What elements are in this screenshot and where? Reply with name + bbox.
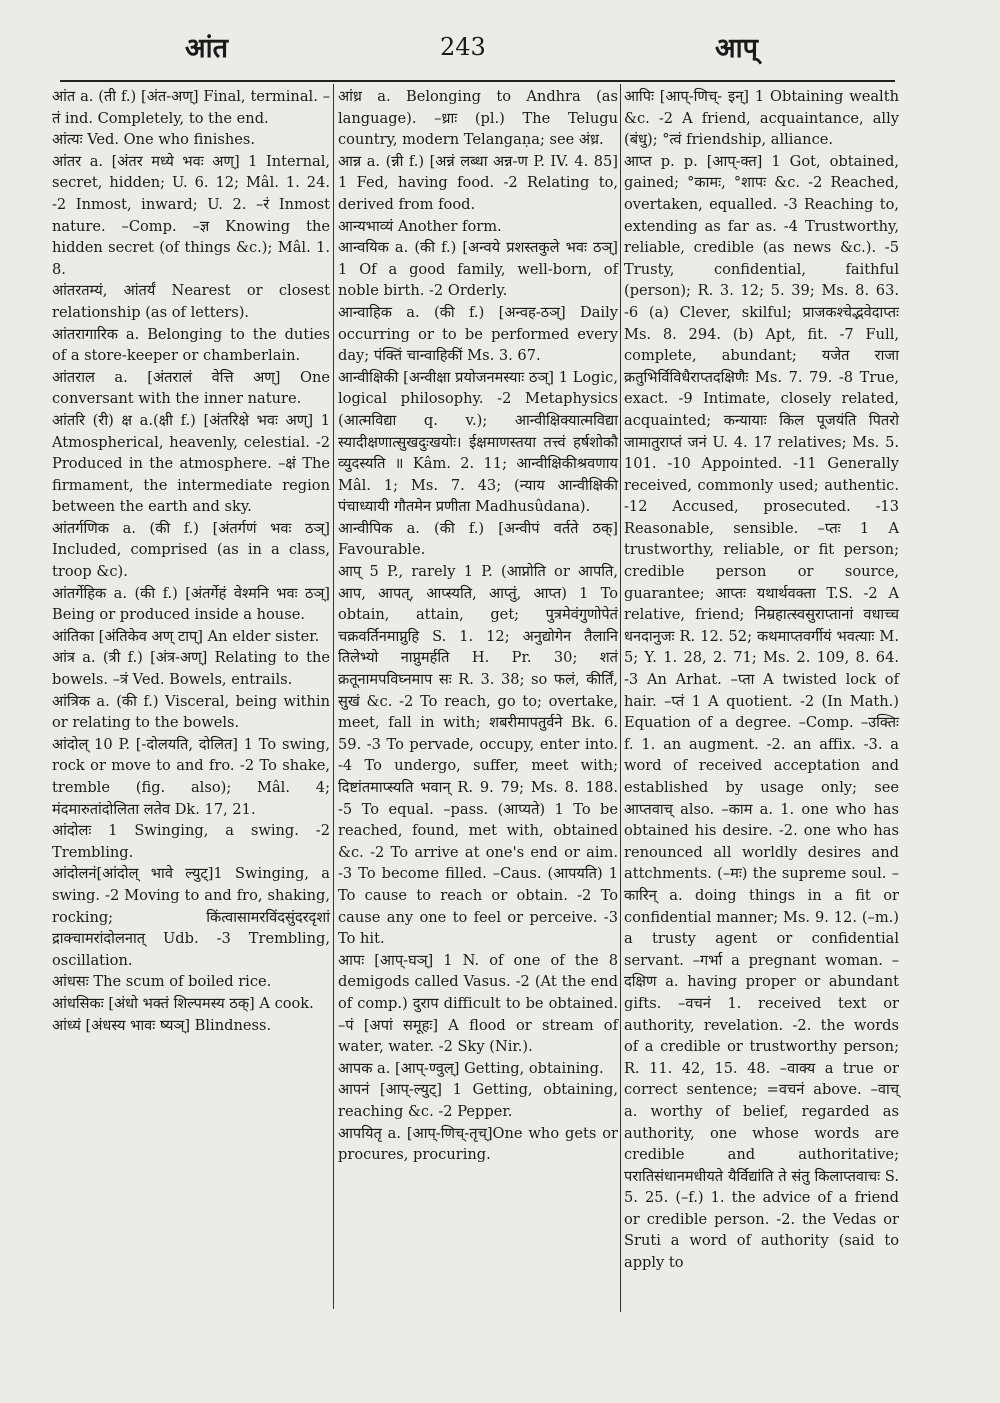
dictionary-entry: आंदोलः 1 Swinging, a swing. -2 Trembling. (52, 822, 330, 861)
dictionary-entry: आंध्र a. Belonging to Andhra (as language). –ध्राः (pl.) The Telugu country, modern Telangaṇa; see अंध्र. (338, 88, 618, 149)
dictionary-entry: आंधसिकः [अंधो भक्तं शिल्पमस्य ठक्] A cook. (52, 994, 314, 1012)
dictionary-entry: आंतिका [अंतिकेव अण् टाप्] An elder sister. (52, 627, 320, 645)
dictionary-entry: आंतरागारिक a. Belonging to the duties of a store-keeper or chamberlain. (52, 325, 330, 365)
column-1 (52, 86, 330, 1036)
dictionary-entry: आप्त p. p. [आप्-क्त] 1 Got, obtained, gained; °कामः, °शापः &c. -2 Reached, overtaken, equalled. -3 Reaching to, extending as far as. -4 Trustworthy, reliable, credible (as news &c.). -5 Trusty, confidential, faithful (person); R. 3. 12; 5. 39; Ms. 8. 63. -6 (a) Clever, skilful; प्राजकश्चेद्भवेदाप्तः Ms. 8. 294. (b) Apt, fit. -7 Full, complete, abundant; यजेत राजा क्रतुभिर्विविधैराप्तदक्षिणैः Ms. 7. 79. -8 True, exact. -9 Intimate, closely related, acquainted; कन्यायाः किल पूजयंति पितरो जामातुराप्तं जनं U. 4. 17 relatives; Ms. 5. 101. -10 Appointed. -11 Generally received, commonly used; authentic. -12 Accused, prosecuted. -13 Reasonable, sensible. –प्तः 1 A trustworthy, reliable, or fit person; credible person or source, guarantee; आप्तः यथार्थवक्ता T.S. -2 A relative, friend; निम्रहात्स्वसुराप्तानां वधाच्च धनदानुजः R. 12. 52; कथमाप्तवर्गीयं भवत्याः M. 5; Y. 1. 28, 2. 71; Ms. 2. 109, 8. 64. -3 An Arhat. –प्ता A twisted lock of hair. –प्तं 1 A quotient. -2 (In Math.) Equation of a degree. –Comp. –उक्तिः f. 1. an augment. -2. an affix. -3. a word of received acceptation and established by usage only; see आप्तवाच् also. –काम a. 1. one who has obtained his desire. -2. one who has renounced all worldly desires and attchments. (–मः) the supreme soul. –कारिन् a. doing things in a fit or confidential manner; Ms. 9. 12. (–m.) a trusty agent or confidential servant. –गर्भा a pregnant woman. –दक्षिण a. having proper or abundant gifts. –वचनं 1. received text or authority, revelation. -2. the words of a credible or trustworthy person; R. 11. 42, 15. 48. –वाक्य a true or correct sentence; =वचनं above. –वाच् a. worthy of belief, regarded as authority, one whose words are credible and authoritative; परातिसंधानमधीयते यैर्विद्यांति ते संतु किलाप्तवाचः S. 5. 25. (–f.) 1. the advice of a friend or credible person. -2. the Vedas or Sruti a word of authority (said to apply to (624, 152, 899, 1272)
column-divider-2 (620, 84, 621, 1312)
dictionary-entry: आन्वीक्षिकी [अन्वीक्षा प्रयोजनमस्याः ठञ्] 1 Logic, logical philosophy. -2 Metaphysics (आत्मविद्या q. v.); आन्वीक्षिक्यात्मविद्या स्यादीक्षणात्सुखदुःखयोः। ईक्षमाणस्तया तत्त्वं हर्षशोकौ व्युदस्यति ॥ Kâm. 2. 11; आन्वीक्षिकीश्रवणाय Mâl. 1; Ms. 7. 43; (न्याय आन्वीक्षिकी पंचाध्यायी गौतमेन प्रणीता Madhusûdana). (338, 368, 618, 516)
dictionary-entry: आंतर्गेहिक a. (की f.) [अंतर्गेहं वेश्मनि भवः ठञ्] Being or produced inside a house. (52, 584, 330, 624)
dictionary-entry: आंत्रिक a. (की f.) Visceral, being within or relating to the bowels. (52, 692, 330, 732)
dictionary-entry: आंधसः The scum of boiled rice. (52, 973, 272, 991)
dictionary-entry: आंदोल् 10 P. [-दोलयति, दोलित] 1 To swing, rock or move to and fro. -2 To shake, tremble (fig. also); Mâl. 4; मंदमारुतांदोलिता लतेव Dk. 17, 21. (52, 735, 330, 818)
dictionary-entry: आन्यभाव्यं Another form. (338, 217, 502, 235)
dictionary-entry: आंत a. (ती f.) [अंत-अण्] Final, terminal. –तं ind. Completely, to the end. (52, 88, 330, 127)
dictionary-entry: आंतराल a. [अंतरालं वेत्ति अण्] One conversant with the inner nature. (52, 368, 330, 408)
column-2 (338, 86, 618, 1166)
page-header (0, 28, 1000, 78)
dictionary-entry: आंतर a. [अंतर मध्ये भवः अण्] 1 Internal, secret, hidden; U. 6. 12; Mâl. 1. 24. -2 Inmost, inward; U. 2. –रं Inmost nature. –Comp. –ज्ञ Knowing the hidden secret (of things &c.); Mâl. 1. 8. (52, 152, 330, 278)
dictionary-entry: आन्न a. (न्नी f.) [अन्नं लब्धा अन्न-ण P. IV. 4. 85] 1 Fed, having food. -2 Relating to, derived from food. (338, 152, 618, 213)
dictionary-entry: आन्वीपिक a. (की f.) [अन्वीपं वर्तते ठक्] Favourable. (338, 519, 618, 559)
dictionary-entry: आपयितृ a. [आप्-णिच्-तृच्]One who gets or procures, procuring. (338, 1124, 618, 1164)
dictionary-entry: आपनं [आप्-ल्युट्] 1 Getting, obtaining, reaching &c. -2 Pepper. (338, 1081, 618, 1120)
dictionary-entry: आंदोलनं[आंदोल् भावे ल्युट्]1 Swinging, a swing. -2 Moving to and fro, shaking, rocking; किंत्वासामरविंदसुंदरदृशां द्राक्चामरांदोलनात् Udb. -3 Trembling, oscillation. (52, 865, 330, 969)
page-number: 243 (440, 33, 486, 61)
dictionary-entry: आपः [आप्-घञ्] 1 N. of one of the 8 demigods called Vasus. -2 (At the end of comp.) दुराप difficult to be obtained. –पं [अपां समूहः] A flood or stream of water, water. -2 Sky (Nir.). (338, 951, 618, 1056)
dictionary-entry: आन्वयिक a. (की f.) [अन्वये प्रशस्तकुले भवः ठञ्] 1 Of a good family, well-born, of noble birth. -2 Orderly. (338, 239, 618, 300)
dictionary-entry: आंतर्गणिक a. (की f.) [अंतर्गणं भवः ठञ्] Included, comprised (as in a class, troop &c). (52, 519, 330, 581)
left-guide-word: आंत (185, 33, 228, 64)
dictionary-entry: आप् 5 P., rarely 1 P. (आप्नोति or आपति, आप, आपत्, आप्स्यति, आप्तुं, आप्त) 1 To obtain, attain, get; पुत्रमेवंगुणोपेतं चक्रवर्तिनमाप्नुहि S. 1. 12; अनुद्योगेन तैलानि तिलेभ्यो नाप्नुमर्हति H. Pr. 30; शतं क्रतूनामपविघ्नमाप सः R. 3. 38; so फलं, कीर्तिं, सुखं &c. -2 To reach, go to; overtake, meet, fall in with; शबरीमापतुर्वने Bk. 6. 59. -3 To pervade, occupy, enter into. -4 To undergo, suffer, meet with; दिष्टांतमाप्स्यति भवान् R. 9. 79; Ms. 8. 188. -5 To equal. –pass. (आप्यते) 1 To be reached, found, met with, obtained &c. -2 To arrive at one's end or aim. -3 To become filled. –Caus. (आपयति) 1 To cause to reach or obtain. -2 To cause any one to feel or perceive. -3 To hit. (338, 563, 618, 948)
column-divider-1 (333, 84, 334, 1309)
dictionary-entry: आन्वाहिक a. (की f.) [अन्वह-ठञ्] Daily occurring or to be performed every day; पंक्तिं चान्वाहिकीं Ms. 3. 67. (338, 303, 618, 365)
dictionary-entry: आंतरतम्यं, आंतर्यं Nearest or closest relationship (as of letters). (52, 282, 330, 321)
dictionary-entry: आपिः [आप्-णिच्- इन्] 1 Obtaining wealth &c. -2 A friend, acquaintance, ally (बंधु); °त्वं friendship, alliance. (624, 88, 899, 149)
dictionary-entry: आंतरि (री) क्ष a.(क्षी f.) [अंतरिक्षे भवः अण्] 1 Atmospherical, heavenly, celestial. -2 Produced in the atmosphere. –क्षं The firmament, the intermediate region between the earth and sky. (52, 411, 330, 516)
dictionary-entry: आंत्यः Ved. One who finishes. (52, 131, 256, 149)
dictionary-entry: आंध्यं [अंधस्य भावः ष्यञ्] Blindness. (52, 1016, 272, 1034)
dictionary-entry: आंत्र a. (त्री f.) [अंत्र-अण्] Relating to the bowels. –त्रं Ved. Bowels, entrails. (52, 649, 330, 689)
column-3 (624, 86, 899, 1274)
dictionary-entry: आपक a. [आप्-ण्वुल्] Getting, obtaining. (338, 1059, 604, 1077)
header-rule (60, 80, 895, 82)
right-guide-word: आप् (715, 33, 758, 64)
